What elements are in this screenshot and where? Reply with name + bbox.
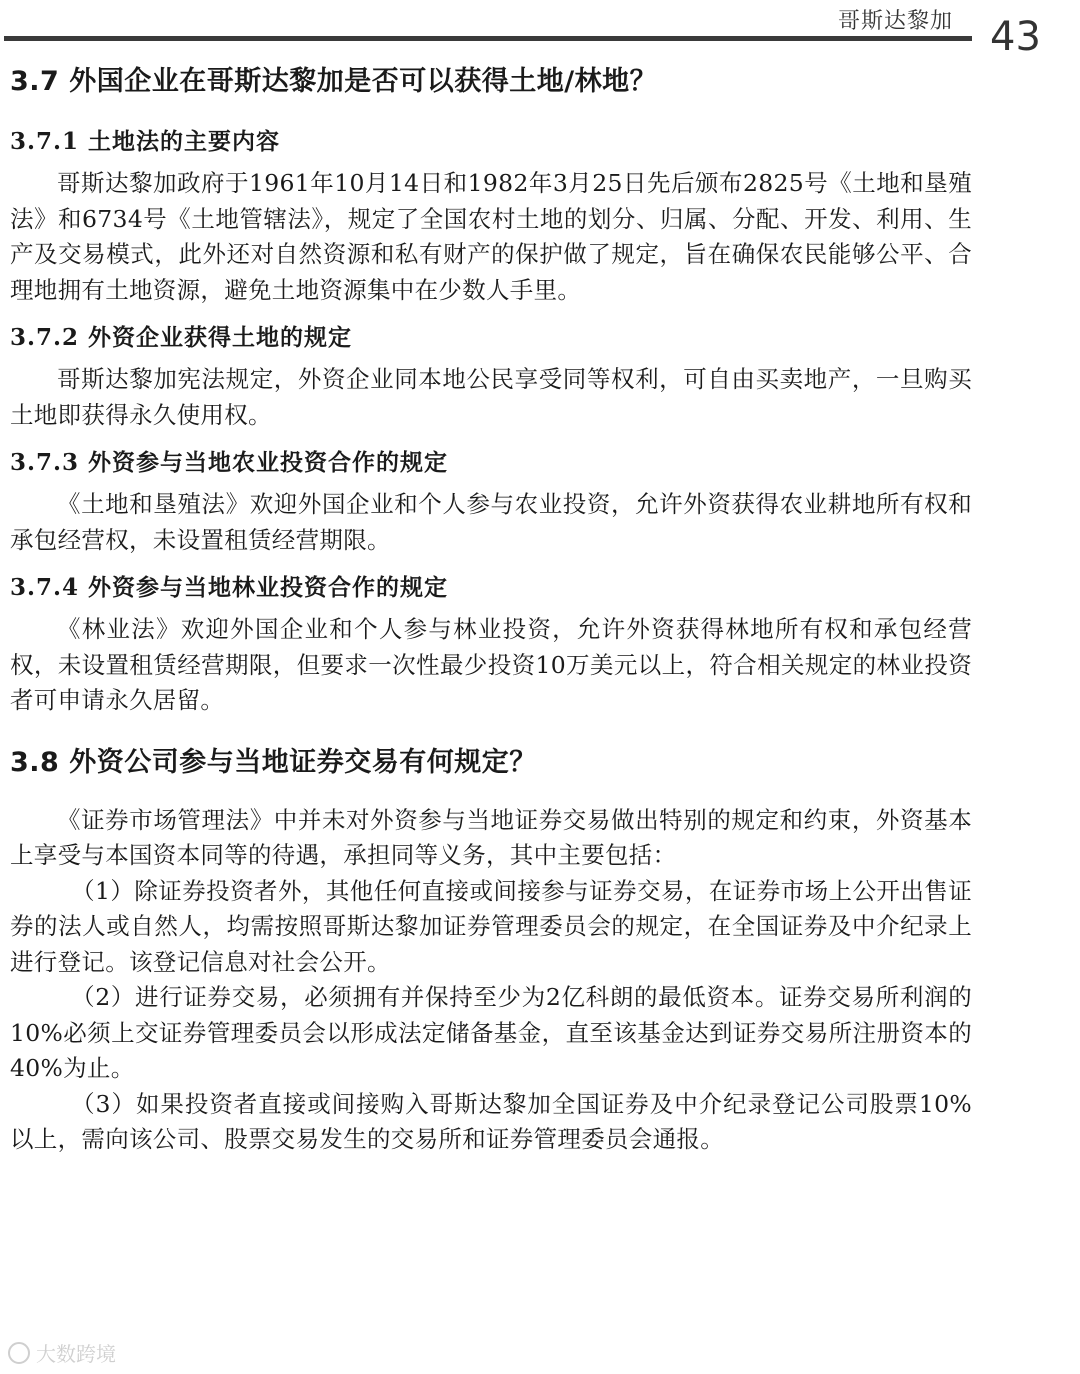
- document-body: [10, 58, 972, 1158]
- list-item: （1）除证券投资者外，其他任何直接或间接参与证券交易，在证券市场上公开出售证券的法人或自然人，均需按照哥斯达黎加证券管理委员会的规定，在全国证券及中介纪录上进行登记。该登记信息对社会公开。: [10, 876, 972, 976]
- subsection-heading-3-7-1: 3.7.1 土地法的主要内容: [10, 128, 281, 155]
- page-number: 43: [990, 14, 1041, 60]
- section-heading-3-8: 3.8 外资公司参与当地证券交易有何规定？: [10, 746, 537, 778]
- list-item: （3）如果投资者直接或间接购入哥斯达黎加全国证券及中介纪录登记公司股票10%以上，需向该公司、股票交易发生的交易所和证券管理委员会通报。: [10, 1089, 972, 1153]
- paragraph-3-7-3: 《土地和垦殖法》欢迎外国企业和个人参与农业投资，允许外资获得农业耕地所有权和承包经营权，未设置租赁经营期限。: [10, 490, 972, 554]
- header-running-title: 哥斯达黎加: [838, 9, 954, 34]
- subsection-heading-3-7-2: 3.7.2 外资企业获得土地的规定: [10, 324, 353, 351]
- paragraph-3-7-4: 《林业法》欢迎外国企业和个人参与林业投资，允许外资获得林地所有权和承包经营权，未设置租赁经营期限，但要求一次性最少投资10万美元以上，符合相关规定的林业投资者可申请永久居留。: [10, 615, 972, 714]
- list-item: （2）进行证券交易，必须拥有并保持至少为2亿科朗的最低资本。证券交易所利润的10%必须上交证券管理委员会以形成法定储备基金，直至该基金达到证券交易所注册资本的40%为止。: [10, 983, 972, 1082]
- watermark-text: 大数跨境: [36, 1342, 116, 1366]
- subsection-heading-3-7-3: 3.7.3 外资参与当地农业投资合作的规定: [10, 449, 449, 476]
- paragraph-3-7-1: 哥斯达黎加政府于1961年10月14日和1982年3月25日先后颁布2825号《土地和垦殖法》和6734号《土地管辖法》，规定了全国农村土地的划分、归属、分配、开发、利用、生产及交易模式，此外还对自然资源和私有财产的保护做了规定，旨在确保农民能够公平、合理地拥有土地资源，避免土地资源集中在少数人手里。: [10, 169, 972, 304]
- watermark: [8, 1338, 116, 1367]
- paragraph-3-7-2: 哥斯达黎加宪法规定，外资企业同本地公民享受同等权利，可自由买卖地产，一旦购买土地即获得永久使用权。: [10, 365, 972, 429]
- header-rule: [4, 36, 972, 41]
- subsection-heading-3-7-4: 3.7.4 外资参与当地林业投资合作的规定: [10, 574, 449, 601]
- watermark-logo-icon: [8, 1342, 30, 1364]
- section-heading-3-7: 3.7 外国企业在哥斯达黎加是否可以获得土地/林地？: [10, 66, 658, 97]
- paragraph-3-8-intro: 《证券市场管理法》中并未对外资参与当地证券交易做出特别的规定和约束，外资基本上享受与本国资本同等的待遇，承担同等义务，其中主要包括：: [10, 805, 972, 869]
